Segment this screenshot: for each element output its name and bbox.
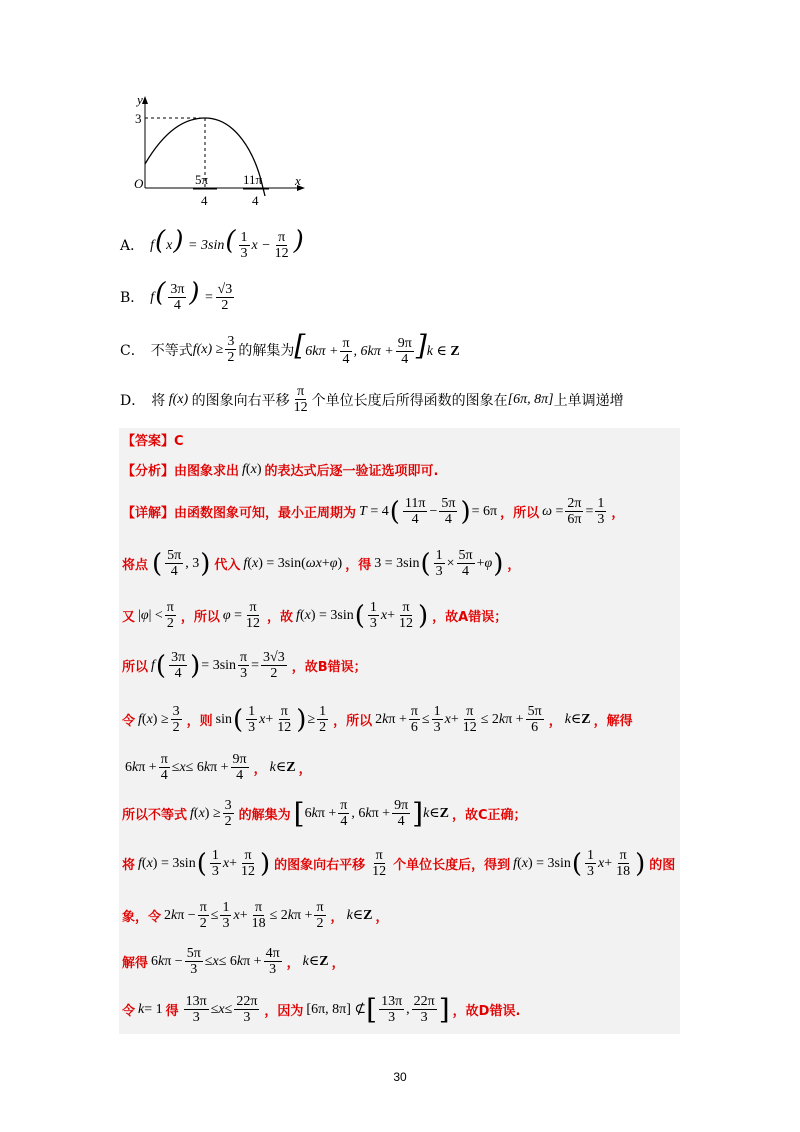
detail-line-10: 解得 6 k π − $\frac{5\pi}{3}$ ≤ x ≤ 6 k π + $\frac{4\pi}{3}$ ， k ∈ Z ， [122, 946, 345, 978]
detail-line-2: 将点 ( $\frac{5\pi}{4}$ , 3 ) 代入 f ( x ) = 3sin( ωx + φ ) ，得 3 = 3sin ( $\frac{1}{3}$ × $\frac{5\pi}{4}$ + φ ) ， [122, 548, 521, 580]
l3c: ，得 [345, 558, 372, 574]
option-a-label: A． [120, 237, 145, 254]
y-axis-label: y [137, 92, 143, 107]
l6b: ，则 [186, 714, 213, 730]
function-graph [125, 92, 315, 217]
l8b: 的解集为 [238, 808, 291, 824]
l12c: ，因为 [264, 1004, 304, 1020]
option-d-text1: 将 [151, 392, 166, 409]
l8c: ，故C正确； [452, 808, 527, 824]
detail-line-4: 所以 f ( $\frac{3\pi}{4}$ ) = 3sin $\frac{\pi}{3}$ = $\frac{3√3}{2}$ ，故B错误； [122, 650, 367, 682]
l4d: ，故A错误； [432, 610, 508, 626]
l12b: 得 [165, 1004, 179, 1020]
l9a: 将 [122, 858, 136, 874]
option-b-label: B． [120, 289, 145, 306]
x-tick-5pi-num: 5π [195, 172, 209, 187]
option-d-text2: 的图象向右平移 [191, 392, 290, 409]
l12d: ，故D错误. [452, 1004, 521, 1020]
l9b: 的图象向右平移 [274, 858, 366, 874]
analysis-text-a: 由图象求出 [174, 464, 240, 479]
detail-line-7: 所以不等式 f ( x ) ≥ $\frac{3}{2}$ 的解集为 [ 6 k π + $\frac{\pi}{4}$ , 6 k π + $\frac{9\pi}{4}$ ] k ∈ Z ，故C正确； [122, 796, 527, 830]
option-c-text: 不等式 [150, 342, 193, 359]
option-d-label: D． [120, 392, 146, 409]
detail-line-5: 令 f ( x ) ≥ $\frac{3}{2}$ ，则 sin ( $\frac{1}{3}$ x + $\frac{\pi}{12}$ ) ≥ $\frac{1}{2}$ ，所以 2 k π + $\frac{\pi}{6}$ ≤ $\frac{1}{3}$ x + $\frac{\pi}{12}$ ≤ 2 k π + $\frac{5\pi}{6}$ ， k ∈ Z ，解得 [122, 704, 633, 736]
l5a: 所以 [122, 660, 149, 676]
detail-line-8: 将 f ( x ) = 3sin ( $\frac{1}{3}$ x + $\frac{\pi}{12}$ ) 的图象向右平移 $\frac{\pi}{12}$ 个单位长度后，得到 f ( x ) = 3sin ( $\frac{1}{3}$ x + $\frac{\pi}{18}$ ) 的图 [122, 848, 676, 880]
option-c-label: C． [120, 342, 145, 359]
detail-text-b: ，所以 [500, 506, 540, 522]
detail-tag: 【详解】 [122, 506, 175, 522]
option-b: B． f( $\frac{3\pi}{4}$ ) = $\frac{√3}{2}$ [120, 278, 233, 314]
answer-text: 【答案】C [122, 434, 184, 449]
option-a: A． f(x) = 3sin( $\frac{1}{3}$ x − $\frac{\pi}{12}$ ) [120, 226, 304, 262]
x-tick-11pi-den: 4 [252, 193, 259, 208]
option-c-text2: 的解集为 [238, 342, 295, 359]
analysis-text-b: 的表达式后逐一验证选项即可. [264, 464, 439, 479]
l11a: 解得 [122, 956, 149, 972]
detail-line-6: 6 k π + $\frac{\pi}{4}$ ≤ x ≤ 6 k π + $\frac{9\pi}{4}$ ， k ∈ Z ， [125, 752, 312, 784]
option-d-text4: 上单调递增 [553, 392, 624, 409]
page-number: 30 [393, 1070, 407, 1084]
analysis-tag: 【分析】 [122, 464, 175, 479]
l6a: 令 [122, 714, 136, 730]
l9d: 的图 [649, 858, 676, 874]
l3a: 将点 [122, 558, 149, 574]
origin-label: O [134, 176, 144, 191]
l6d: ，解得 [593, 714, 633, 730]
answer-line [122, 430, 184, 449]
x-tick-5pi-den: 4 [201, 193, 208, 208]
option-c: C． 不等式 f(x) ≥ $\frac{3}{2}$ 的解集为 [6kπ + $\frac{\pi}{4}$ , 6kπ + $\frac{9\pi}{4}$ ]k ∈ Z [120, 329, 460, 368]
option-d: D． 将 f(x) 的图象向右平移 $\frac{\pi}{12}$ 个单位长度后所得函数的图象在 [6π, 8π] 上单调递增 [120, 384, 624, 416]
detail-line-11: 令 k = 1 得 $\frac{13\pi}{3}$ ≤ x ≤ $\frac{22\pi}{3}$ ，因为 [6π, 8π] ⊄ [ $\frac{13\pi}{3}$ , $\frac{22\pi}{3}$ ] ，故D错误. [122, 992, 521, 1026]
detail-line-1: 【详解】 由函数图象可知，最小正周期为 T = 4 ( $\frac{11\pi}{4}$ − $\frac{5\pi}{4}$ ) = 6π ，所以 ω = $\frac{2\pi}{6\pi}$ = $\frac{1}{3}$ ， [122, 496, 625, 528]
detail-line-3: 又 | φ | < $\frac{\pi}{2}$ ，所以 φ = $\frac{\pi}{12}$ ，故 f ( x ) = 3sin ( $\frac{1}{3}$ x + $\frac{\pi}{12}$ ) ，故A错误； [122, 600, 508, 632]
detail-line-9: 象，令 2 k π − $\frac{\pi}{2}$ ≤ $\frac{1}{3}$ x + $\frac{\pi}{18}$ ≤ 2 k π + $\frac{\pi}{2}$ ， k ∈ Z ， [122, 900, 389, 932]
x-tick-11pi-num: 11π [243, 172, 263, 187]
option-d-text3: 个单位长度后所得函数的图象在 [311, 392, 508, 409]
l6c: ，所以 [333, 714, 373, 730]
l4c: ，故 [267, 610, 294, 626]
l3b: 代入 [214, 558, 241, 574]
analysis-line: 【分析】 由图象求出 f ( x ) 的表达式后逐一验证选项即可. [122, 461, 439, 479]
detail-text-a: 由函数图象可知，最小正周期为 [174, 506, 357, 522]
l4b: ，所以 [180, 610, 220, 626]
l10a: 象，令 [122, 910, 162, 926]
l4a: 又 [122, 610, 136, 626]
l9c: 个单位长度后，得到 [393, 858, 511, 874]
y-tick-3: 3 [135, 111, 142, 126]
x-axis-label: x [295, 173, 301, 188]
l12a: 令 [122, 1004, 136, 1020]
l5b: ，故B错误； [291, 660, 367, 676]
l8a: 所以不等式 [122, 808, 188, 824]
